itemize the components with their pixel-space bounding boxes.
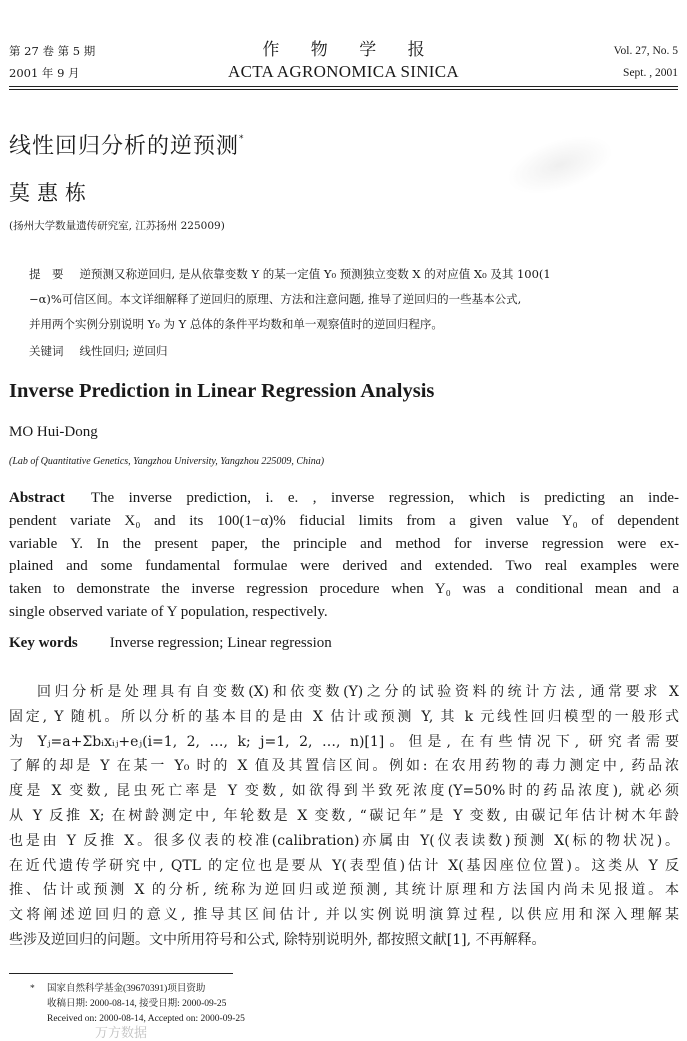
abstract-en bbox=[9, 487, 679, 624]
abstract-en-line bbox=[9, 487, 679, 510]
body-line: 固定, Y 随机。所以分析的基本目的是由 X 估计或预测 Y, 其 k 元线性回归模型的一般形式 bbox=[9, 708, 679, 725]
abstract-cn-label: 提 要 bbox=[29, 267, 64, 281]
footnote-received-en: Received on: 2000-08-14, Accepted on: 2000-09-25 bbox=[47, 1014, 245, 1024]
body-line: 在近代遗传学研究中, QTL 的定位也是要从 Y(表型值)估计 X(基因座位位置)。这类从 Y 反 bbox=[9, 857, 679, 874]
abstract-cn-line: 并用两个实例分别说明 Y₀ 为 Y 总体的条件平均数和单一观察值时的逆回归程序。 bbox=[29, 317, 443, 331]
header-rule-thin bbox=[9, 89, 678, 90]
footnote-star: * bbox=[30, 984, 35, 994]
body-line: 文将阐述逆回归的意义, 推导其区间估计, 并以实例说明演算过程, 以供应用和深入理解某 bbox=[9, 907, 679, 924]
abstract-cn bbox=[29, 262, 678, 337]
title-footnote-mark: * bbox=[239, 134, 245, 144]
footnote-funding: 国家自然科学基金(39670391)项目资助 bbox=[47, 984, 206, 994]
author-en: MO Hui-Dong bbox=[9, 424, 98, 440]
abstract-en-line: single observed variate of Y population, respectively. bbox=[9, 603, 328, 620]
body-line: 也是由 Y 反推 X。很多仪表的校准(calibration)亦属由 Y(仪表读数)预测 X(标的物状况)。 bbox=[9, 832, 679, 849]
body-line: 度是 X 变数, 昆虫死亡率是 Y 变数, 如欲得到半致死浓度(Y=50%时的药品浓度), 就必须 bbox=[9, 783, 679, 800]
volume-en: Vol. 27, No. 5 bbox=[613, 45, 678, 57]
abstract-cn-text: 逆预测又称逆回归, 是从依靠变数 Y 的某一定值 Y₀ 预测独立变数 X 的对应值 X₀ 及其 100(1 bbox=[79, 267, 551, 281]
journal-header bbox=[9, 40, 678, 84]
footnote-received-cn: 收稿日期: 2000-08-14, 接受日期: 2000-09-25 bbox=[47, 999, 227, 1009]
affiliation-cn: (扬州大学数量遗传研究室, 江苏扬州 225009) bbox=[9, 220, 225, 232]
body-line: 回归分析是处理具有自变数(X)和依变数(Y)之分的试验资料的统计方法, 通常要求 X bbox=[37, 684, 679, 700]
body-line: 为 Yⱼ=a+Σbᵢxᵢⱼ+eⱼ(i=1, 2, …, k; j=1, 2, …, n)[1]。但是, 在有些情况下, 研究者需要 bbox=[9, 733, 679, 750]
abstract-en-label: Abstract bbox=[9, 490, 65, 506]
keywords-cn-text: 线性回归; 逆回归 bbox=[79, 344, 168, 358]
keywords-en-label: Key words bbox=[9, 635, 78, 651]
abstract-cn-line: −α)%可信区间。本文详细解释了逆回归的原理、方法和注意问题, 推导了逆回归的一些基本公式, bbox=[29, 292, 522, 306]
abstract-en-line: variable Y. In the present paper, the principle and method for inverse regression were ex- bbox=[9, 535, 679, 552]
keywords-cn-label: 关键词 bbox=[29, 344, 64, 358]
keywords-cn bbox=[29, 340, 168, 362]
date-en: Sept. , 2001 bbox=[623, 67, 678, 79]
wanfang-stamp: 万方数据 bbox=[95, 1026, 148, 1041]
volume-cn: 第 27 卷 第 5 期 bbox=[9, 44, 96, 58]
header-rule-thick bbox=[9, 86, 678, 87]
title-cn-text: 线性回归分析的逆预测 bbox=[9, 134, 240, 159]
abstract-en-line: taken to demonstrate the inverse regression procedure when Y₀ was a conditional mean and a bbox=[9, 581, 679, 598]
body-line: 从 Y 反推 X; 在树龄测定中, 年轮数是 X 变数, “碳记年”是 Y 变数, 由碳记年估计树木年龄 bbox=[9, 807, 679, 824]
author-cn: 莫惠栋 bbox=[9, 181, 93, 205]
abstract-en-line: pendent variate X₀ and its 100(1−α)% fiducial limits from a given value Y₀ of dependent bbox=[9, 512, 679, 529]
footnotes bbox=[30, 982, 245, 1027]
body-paragraph bbox=[9, 680, 679, 953]
date-cn: 2001 年 9 月 bbox=[9, 66, 80, 80]
abstract-en-line: plained and some fundamental formulae were derived and extended. Two real examples were bbox=[9, 558, 679, 575]
header-center bbox=[9, 40, 678, 84]
header-right bbox=[614, 40, 678, 84]
keywords-en bbox=[9, 632, 332, 654]
affiliation-en: (Lab of Quantitative Genetics, Yangzhou University, Yangzhou 225009, China) bbox=[9, 456, 325, 467]
footnote-rule bbox=[9, 973, 233, 974]
journal-name-cn: 作 物 学 报 bbox=[262, 40, 438, 60]
body-line: 推、估计或预测 X 的分析, 统称为逆回归或逆预测, 其统计原理和方法国内尚未见报道。本 bbox=[9, 882, 679, 899]
body-line: 些涉及逆回归的问题。文中所用符号和公式, 除特别说明外, 都按照文献[1], 不再解释。 bbox=[9, 931, 546, 948]
journal-name-en: ACTA AGRONOMICA SINICA bbox=[228, 62, 459, 81]
body-line: 了解的却是 Y 在某一 Y₀ 时的 X 值及其置信区间。例如: 在农用药物的毒力测定中, 药品浓 bbox=[9, 758, 679, 775]
keywords-en-text: Inverse regression; Linear regression bbox=[109, 635, 332, 651]
title-en: Inverse Prediction in Linear Regression Analysis bbox=[9, 380, 435, 402]
abstract-en-text: The inverse prediction, i. e. , inverse regression, which is predicting an inde- bbox=[90, 490, 679, 506]
abstract-cn-line bbox=[29, 262, 678, 287]
watermark-smudge bbox=[500, 124, 620, 206]
title-cn bbox=[9, 124, 245, 162]
